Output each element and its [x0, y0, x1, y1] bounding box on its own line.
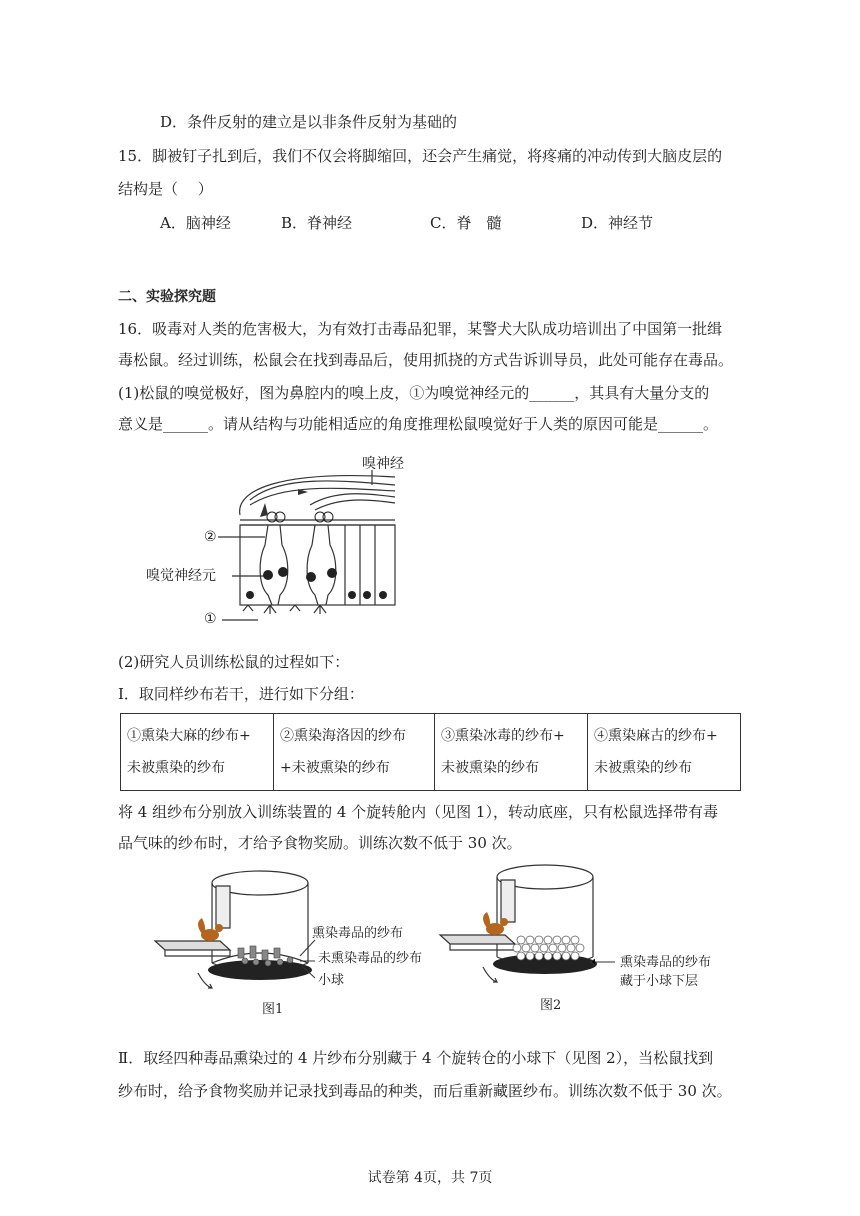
q16-step2-line1: Ⅱ．取经四种毒品熏染过的 4 片纱布分别藏于 4 个旋转仓的小球下（见图 2），当松鼠找到 — [118, 1049, 714, 1067]
fig2-label-hidden: 藏于小球下层 — [620, 974, 699, 989]
q15-option-d: D．神经节 — [581, 214, 654, 232]
label-olfactory-neuron: 嗅觉神经元 — [146, 568, 216, 584]
q15-option-c: C．脊 髓 — [430, 214, 502, 232]
group-line-b: 未被熏染的纱布 — [127, 760, 225, 776]
fig1-label-treated: 熏染毒品的纱布 — [312, 926, 404, 941]
group-line-b: 未被熏染的纱布 — [594, 760, 692, 776]
page-footer: 试卷第 4页，共 7页 — [367, 1170, 493, 1186]
group-line-a: ②熏染海洛因的纱布 — [280, 728, 406, 744]
label-circle-1: ① — [204, 611, 217, 627]
q16-stem-line1: 16．吸毒对人类的危害极大，为有效打击毒品犯罪，某警犬大队成功培训出了中国第一批缉 — [118, 320, 723, 338]
q15-stem-line2: 结构是（ ） — [118, 180, 213, 198]
training-device-figure-2 — [435, 862, 635, 992]
fig1-label-balls: 小球 — [318, 973, 345, 988]
section-title: 二、实验探究题 — [118, 289, 216, 305]
fig2-label-treated: 熏染毒品的纱布 — [620, 955, 712, 970]
groups-table — [120, 713, 741, 791]
q16-part1-line2: 意义是______。请从结构与功能相适应的角度推理松鼠嗅觉好于人类的原因可能是______。 — [118, 415, 719, 433]
group-line-a: ③熏染冰毒的纱布+ — [441, 728, 565, 744]
group-cell — [588, 714, 741, 791]
fig2-caption: 图2 — [540, 998, 562, 1013]
q16-stem-line2: 毒松鼠。经过训练，松鼠会在找到毒品后，使用抓挠的方式告诉训导员，此处可能存在毒品。 — [118, 351, 734, 369]
q14-option-d: D．条件反射的建立是以非条件反射为基础的 — [160, 113, 458, 131]
group-cell — [121, 714, 274, 791]
q16-after-table-line2: 品气味的纱布时，才给予食物奖励。训练次数不低于 30 次。 — [118, 834, 522, 852]
group-line-b: 未被熏染的纱布 — [441, 760, 539, 776]
group-cell — [435, 714, 588, 791]
label-olfactory-nerve: 嗅神经 — [362, 456, 404, 472]
group-cell — [274, 714, 435, 791]
q16-step2-line2: 纱布时，给予食物奖励并记录找到毒品的种类，而后重新藏匿纱布。训练次数不低于 30 次。 — [118, 1082, 732, 1100]
fig1-label-untreated: 未熏染毒品的纱布 — [318, 951, 423, 966]
q16-step1: Ⅰ．取同样纱布若干，进行如下分组： — [118, 685, 364, 703]
q15-stem-line1: 15．脚被钉子扎到后，我们不仅会将脚缩回，还会产生痛觉，将疼痛的冲动传到大脑皮层的 — [118, 147, 723, 165]
q15-option-a: A．脑神经 — [160, 214, 231, 232]
group-line-b: +未被熏染的纱布 — [280, 760, 390, 776]
q16-part2-intro: (2)研究人员训练松鼠的过程如下： — [118, 653, 350, 671]
q15-option-b: B．脊神经 — [281, 214, 353, 232]
group-line-a: ①熏染大麻的纱布+ — [127, 728, 251, 744]
group-line-a: ④熏染麻古的纱布+ — [594, 728, 718, 744]
q16-part1-line1: (1)松鼠的嗅觉极好，图为鼻腔内的嗅上皮，①为嗅觉神经元的______，其具有大量分支的 — [118, 384, 710, 402]
label-circle-2: ② — [204, 529, 217, 545]
fig1-caption: 图1 — [262, 1002, 284, 1017]
q16-after-table-line1: 将 4 组纱布分别放入训练装置的 4 个旋转舱内（见图 1），转动底座，只有松鼠选择带有毒 — [118, 803, 718, 821]
